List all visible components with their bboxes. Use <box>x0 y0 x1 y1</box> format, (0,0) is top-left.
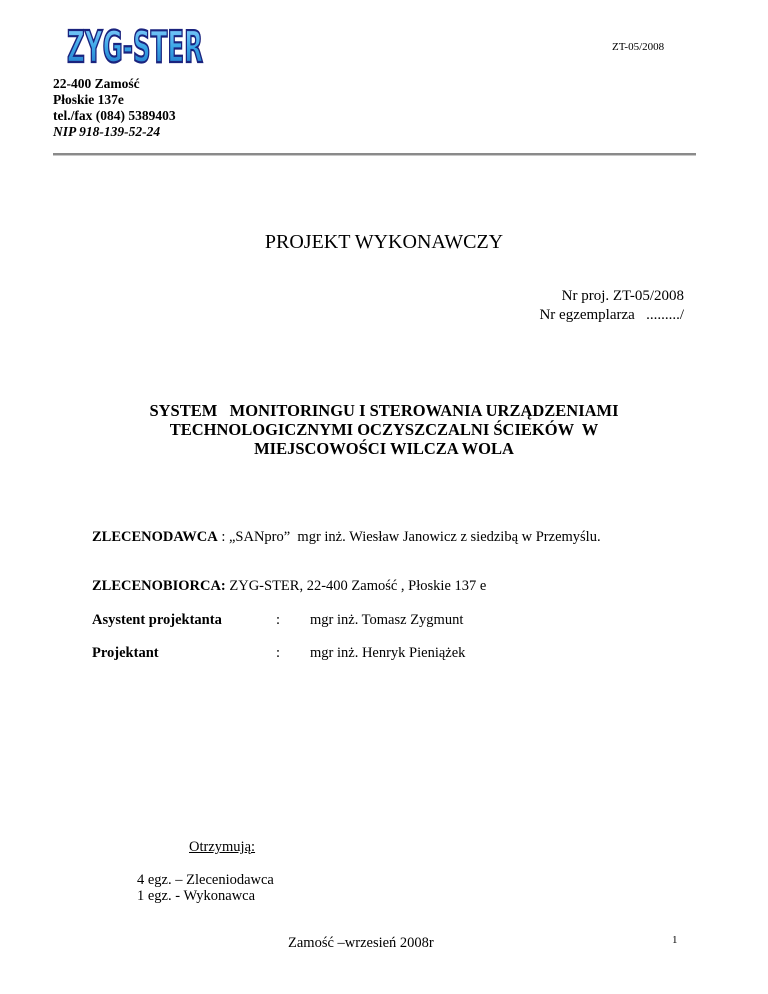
address-street: Płoskie 137e <box>53 92 124 107</box>
designer-value: mgr inż. Henryk Pieniążek <box>310 645 466 661</box>
assistant-row <box>92 612 512 630</box>
assistant-colon: : <box>276 612 281 628</box>
assistant-label: Asystent projektanta <box>92 612 222 628</box>
designer-row <box>92 645 512 663</box>
client-value: : „SANpro” mgr inż. Wiesław Janowicz z siedzibą w Przemyślu. <box>217 529 601 545</box>
designer-colon: : <box>276 645 281 661</box>
project-subject <box>70 401 698 458</box>
project-info <box>539 287 684 325</box>
distribution-list <box>137 872 274 904</box>
contractor-row <box>92 578 486 595</box>
page-number: 1 <box>672 934 678 946</box>
footer-place-date: Zamość –wrzesień 2008r <box>288 935 434 951</box>
distribution-item: 1 egz. - Wykonawca <box>137 888 256 904</box>
assistant-value: mgr inż. Tomasz Zygmunt <box>310 612 464 628</box>
logo-text: ZYG-STER <box>67 22 203 73</box>
client-label: ZLECENODAWCA <box>92 529 218 545</box>
address-postcode: 22-400 Zamość <box>53 76 140 91</box>
distribution-heading: Otrzymują: <box>189 839 256 855</box>
subject-line-1: SYSTEM MONITORINGU I STEROWANIA URZĄDZENIAMI <box>149 401 619 420</box>
address-phone: tel./fax (084) 5389403 <box>53 108 176 123</box>
subject-line-3: MIEJSCOWOŚCI WILCZA WOLA <box>254 439 514 458</box>
subject-line-2: TECHNOLOGICZNYMI OCZYSZCZALNI ŚCIEKÓW W <box>169 420 599 439</box>
distribution-item: 4 egz. – Zleceniodawca <box>137 872 274 888</box>
contractor-value: ZYG-STER, 22-400 Zamość , Płoskie 137 e <box>225 578 487 594</box>
designer-label: Projektant <box>92 645 159 661</box>
copy-number: Nr egzemplarza ........./ <box>539 307 684 323</box>
project-number: Nr proj. ZT-05/2008 <box>561 288 684 304</box>
client-row <box>92 529 601 546</box>
address-nip: NIP 918-139-52-24 <box>53 124 161 139</box>
header-divider <box>53 153 696 156</box>
company-address <box>53 76 176 140</box>
document-title: PROJEKT WYKONAWCZY <box>264 231 504 253</box>
contractor-label: ZLECENOBIORCA: <box>92 578 226 594</box>
document-number: ZT-05/2008 <box>612 41 665 53</box>
company-logo <box>65 18 205 73</box>
